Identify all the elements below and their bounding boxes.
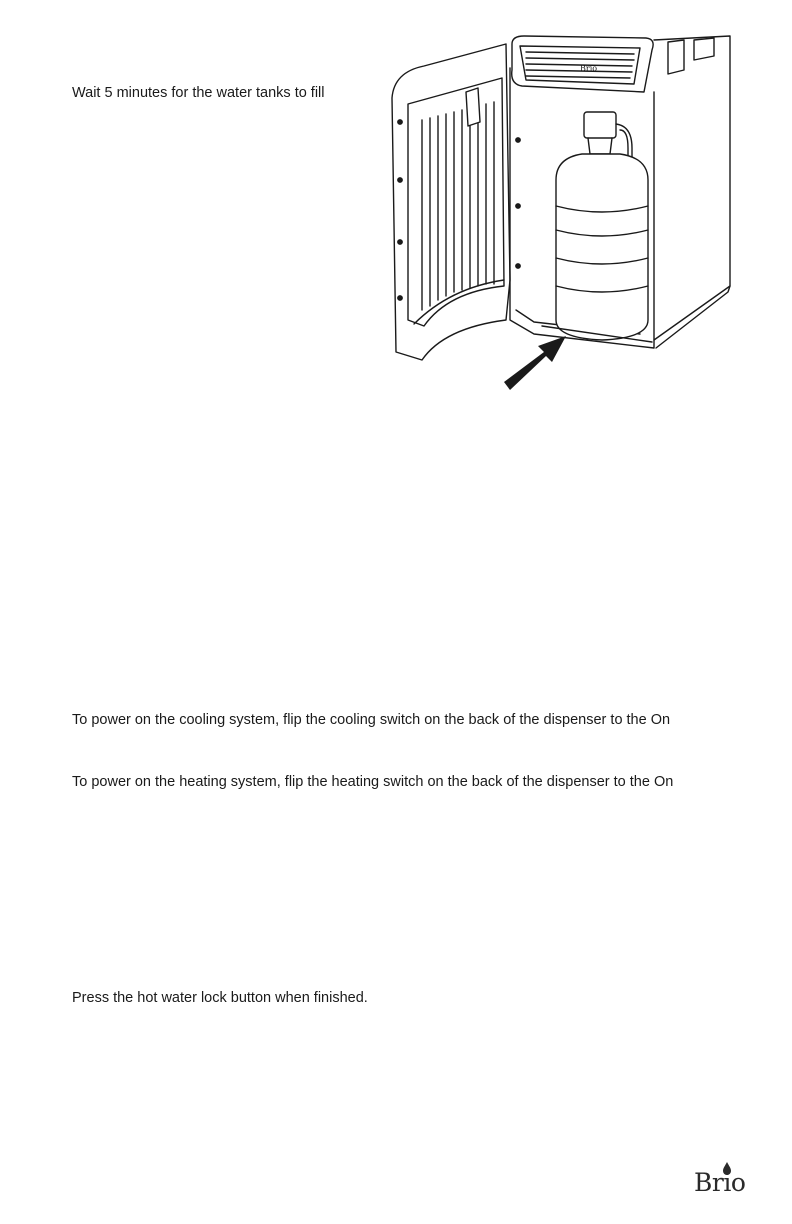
dispenser-illustration xyxy=(384,30,740,392)
instruction-heating: To power on the heating system, flip the heating switch on the back of the dispenser to the On xyxy=(72,774,674,790)
arrow-icon xyxy=(504,336,566,390)
instruction-lock: Press the hot water lock button when finished. xyxy=(72,990,368,1006)
panel-brand-label: Brio xyxy=(580,64,598,73)
brio-logo xyxy=(694,1162,760,1202)
logo-text: Brio xyxy=(694,1168,746,1197)
instruction-cooling: To power on the cooling system, flip the cooling switch on the back of the dispenser to the On xyxy=(72,712,671,728)
instruction-wait: Wait 5 minutes for the water tanks to fill xyxy=(72,85,325,101)
